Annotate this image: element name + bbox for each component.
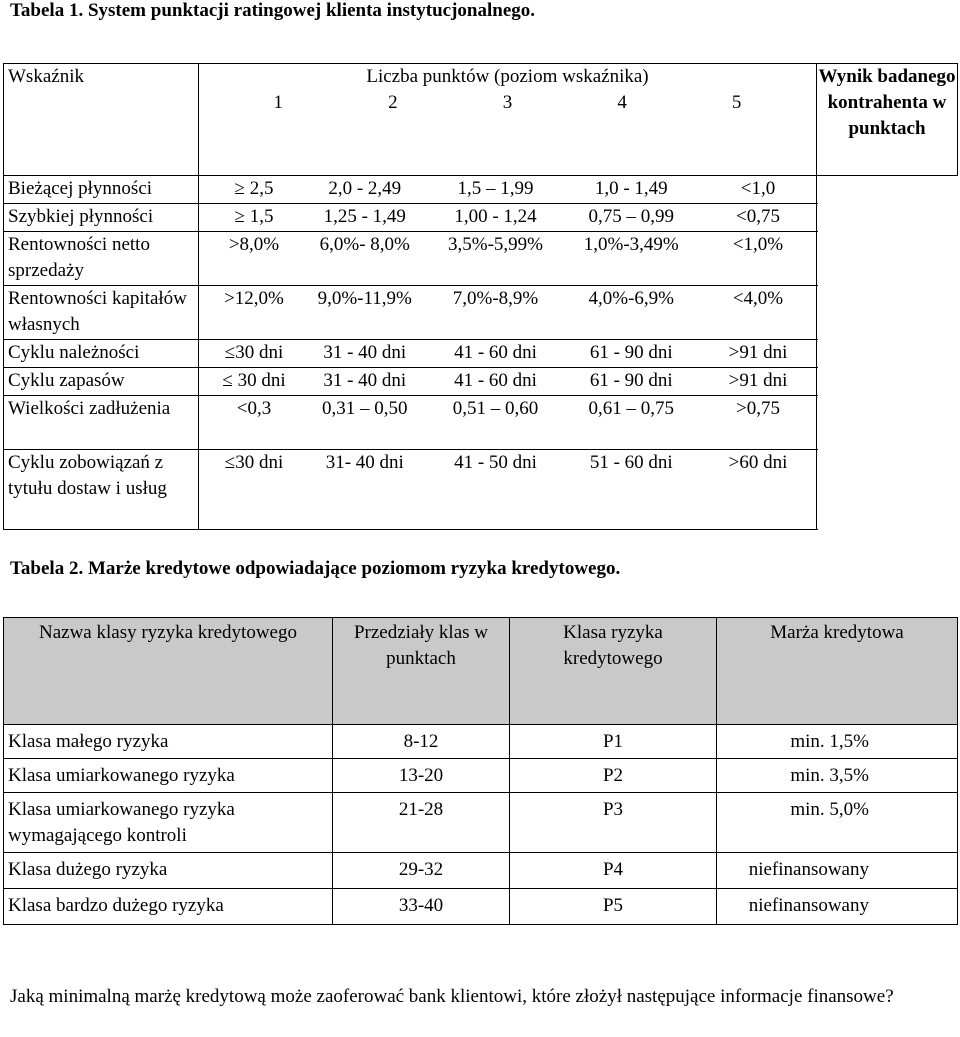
risk-class-cell: P1	[510, 725, 717, 759]
table-row	[4, 396, 958, 450]
class-name-cell: Klasa bardzo dużego ryzyka	[4, 889, 333, 925]
level-value: 31 - 40 dni	[323, 342, 407, 363]
point-range-cell: 21-28	[333, 793, 510, 853]
indicator-label: Wielkości zadłużenia	[4, 396, 199, 450]
header-point-range: Przedziały klas w punktach	[333, 618, 510, 725]
point-range-cell: 8-12	[333, 725, 510, 759]
level-value: <4,0%	[732, 288, 784, 309]
table-row	[4, 853, 958, 889]
point-range-cell: 33-40	[333, 889, 510, 925]
level-value: <0,3	[236, 398, 272, 419]
risk-class-cell: P2	[510, 759, 717, 793]
credit-margin-cell: min. 1,5%	[717, 725, 958, 759]
indicator-label: Cyklu należności	[4, 340, 199, 368]
table-row	[4, 450, 958, 530]
table-row	[4, 368, 958, 396]
level-value: >91 dni	[728, 370, 788, 391]
level-value: 31- 40 dni	[325, 452, 404, 473]
class-name-cell: Klasa dużego ryzyka	[4, 853, 333, 889]
level-value: <0,75	[736, 206, 780, 227]
level-value: 41 - 60 dni	[454, 370, 537, 391]
level-value: 7,0%-8,9%	[452, 288, 539, 309]
level-value: 1,00 - 1,24	[454, 206, 537, 227]
header-indicator: Wskaźnik	[4, 64, 199, 176]
level-value: 41 - 50 dni	[454, 452, 537, 473]
credit-margin-cell: niefinansowany	[717, 853, 958, 889]
question-text: Jaką minimalną marżę kredytową może zaoferować bank klientowi, które złożył następujące informacje finansowe?	[10, 986, 894, 1007]
level-value: 0,31 – 0,50	[322, 398, 408, 419]
table-row	[4, 759, 958, 793]
risk-class-cell: P4	[510, 853, 717, 889]
level-value: 1,25 - 1,49	[323, 206, 406, 227]
table-row	[4, 793, 958, 853]
indicator-label: Cyklu zapasów	[4, 368, 199, 396]
level-value: >12,0%	[224, 288, 284, 309]
level-value: 1,0 - 1,49	[594, 178, 668, 199]
level-value: 1,0%-3,49%	[583, 234, 679, 255]
class-name-cell: Klasa umiarkowanego ryzyka	[4, 759, 333, 793]
level-value: 1,5 – 1,99	[457, 178, 534, 199]
level-value: 0,75 – 0,99	[588, 206, 674, 227]
indicator-values	[199, 204, 817, 232]
indicator-values	[199, 396, 817, 450]
table-row	[4, 176, 958, 204]
level-value: ≥ 1,5	[234, 206, 274, 227]
level-value: ≤30 dni	[224, 342, 284, 363]
header-credit-margin: Marża kredytowa	[717, 618, 958, 725]
level-value: 0,61 – 0,75	[588, 398, 674, 419]
point-range-cell: 13-20	[333, 759, 510, 793]
table2-caption: Tabela 2. Marże kredytowe odpowiadające poziomom ryzyka kredytowego.	[10, 558, 621, 579]
indicator-label: Szybkiej płynności	[4, 204, 199, 232]
header-result: Wynik badanego kontrahenta w punktach	[817, 64, 958, 176]
level-value: ≥ 2,5	[234, 178, 274, 199]
level-value: 2,0 - 2,49	[328, 178, 402, 199]
header-class-name: Nazwa klasy ryzyka kredytowego	[4, 618, 333, 725]
risk-class-cell: P5	[510, 889, 717, 925]
header-risk-class: Klasa ryzyka kredytowego	[510, 618, 717, 725]
level-label: 4	[617, 92, 627, 113]
level-value: 61 - 90 dni	[589, 370, 673, 391]
table-row	[4, 725, 958, 759]
header-points-title: Liczba punktów (poziom wskaźnika)	[366, 66, 649, 87]
table-row	[4, 232, 958, 286]
credit-margin-cell: min. 3,5%	[717, 759, 958, 793]
indicator-label: Rentowności kapitałów własnych	[4, 286, 199, 340]
level-label: 2	[388, 92, 398, 113]
level-label: 5	[731, 92, 742, 113]
level-value: 4,0%-6,9%	[588, 288, 674, 309]
indicator-values	[199, 450, 817, 530]
table-row	[4, 286, 958, 340]
level-label: 1	[273, 92, 284, 113]
level-value: 0,51 – 0,60	[452, 398, 539, 419]
indicator-values	[199, 368, 817, 396]
credit-margin-table	[3, 617, 958, 925]
class-name-cell: Klasa małego ryzyka	[4, 725, 333, 759]
level-value: 31 - 40 dni	[323, 370, 407, 391]
table-row	[4, 204, 958, 232]
indicator-values	[199, 232, 817, 286]
class-name-cell: Klasa umiarkowanego ryzyka wymagającego kontroli	[4, 793, 333, 853]
level-value: ≤ 30 dni	[222, 370, 286, 391]
table1-caption: Tabela 1. System punktacji ratingowej klienta instytucjonalnego.	[10, 0, 535, 21]
table-row	[4, 889, 958, 925]
level-value: >60 dni	[728, 452, 788, 473]
table-row	[4, 340, 958, 368]
level-value: <1,0	[740, 178, 776, 199]
credit-margin-cell: niefinansowany	[717, 889, 958, 925]
level-value: 6,0%- 8,0%	[319, 234, 410, 255]
indicator-label: Bieżącej płynności	[4, 176, 199, 204]
level-value: >8,0%	[228, 234, 280, 255]
level-value: <1,0%	[732, 234, 784, 255]
level-value: 61 - 90 dni	[589, 342, 673, 363]
rating-points-table	[3, 63, 958, 530]
indicator-values	[199, 340, 817, 368]
level-value: 9,0%-11,9%	[317, 288, 412, 309]
header-levels	[203, 90, 812, 116]
header-points	[199, 64, 817, 176]
indicator-label: Cyklu zobowiązań z tytułu dostaw i usług	[4, 450, 199, 530]
level-value: >0,75	[736, 398, 780, 419]
credit-margin-cell: min. 5,0%	[717, 793, 958, 853]
level-value: 41 - 60 dni	[454, 342, 537, 363]
indicator-values	[199, 176, 817, 204]
indicator-values	[199, 286, 817, 340]
level-value: >91 dni	[728, 342, 788, 363]
level-value: 51 - 60 dni	[589, 452, 673, 473]
level-value: ≤30 dni	[224, 452, 284, 473]
level-label: 3	[502, 92, 513, 113]
indicator-label: Rentowności netto sprzedaży	[4, 232, 199, 286]
point-range-cell: 29-32	[333, 853, 510, 889]
level-value: 3,5%-5,99%	[448, 234, 543, 255]
risk-class-cell: P3	[510, 793, 717, 853]
